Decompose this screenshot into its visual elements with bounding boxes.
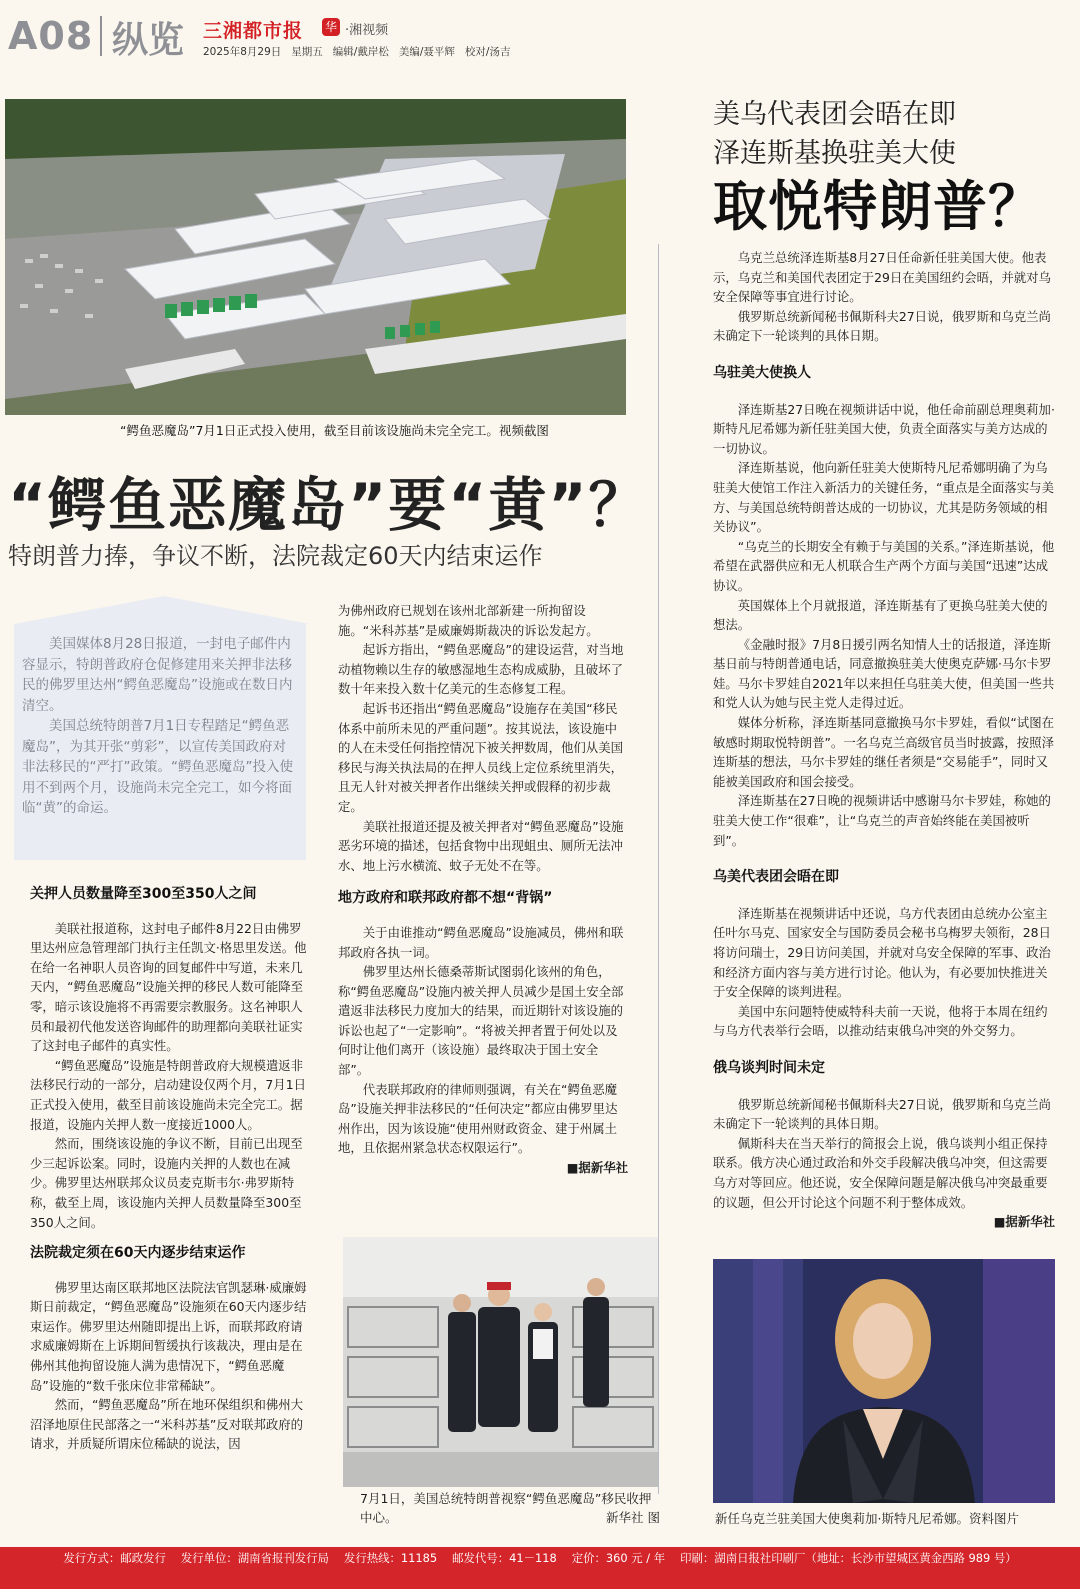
body-paragraph: 俄罗斯总统新闻秘书佩斯科夫27日说，俄罗斯和乌克兰尚未确定下一轮谈判的具体日期。	[713, 308, 1051, 344]
body-paragraph: 媒体分析称，泽连斯基同意撤换马尔卡罗娃，看似“试图在敏感时期取悦特朗普”。一名乌克兰高级官员当时披露，按照泽连斯基的想法，马尔卡罗娃的继任者须是“交易能手”，同时又能被美国政府和国会接受。	[713, 715, 1054, 789]
lead-paragraph: 美国总统特朗普7月1日专程踏足“鳄鱼恶魔岛”，为其开张“剪彩”，以宣传美国政府对非法移民的“严打”政策。“鳄鱼恶魔岛”投入使用不到两个月，设施尚未完全完工，如今将面临“黄”的命运。	[22, 718, 293, 816]
section-heading: 地方政府和联邦政府都不想“背锅”	[338, 890, 553, 907]
masthead-divider	[100, 16, 102, 56]
footer-bar: 发行方式：邮政发行 发行单位：湖南省报刊发行局 发行热线：11185 邮发代号：41－118 定价：360 元 / 年 印刷：湖南日报社印刷厂（地址：长沙市望城区黄金西路 989 号）	[0, 1547, 1080, 1589]
body-paragraph: 美联社报道还提及被关押者对“鳄鱼恶魔岛”设施恶劣环境的描述，包括食物中出现蛆虫、厕所无法冲水、地上污水横流、蚊子无处不在等。	[338, 818, 624, 873]
source-credit: ■据新华社	[993, 1214, 1055, 1230]
masthead-meta	[203, 44, 510, 59]
page-number: A08	[8, 14, 94, 58]
body-paragraph: 俄罗斯总统新闻秘书佩斯科夫27日说，俄罗斯和乌克兰尚未确定下一轮谈判的具体日期。	[713, 1096, 1051, 1132]
body-paragraph: 乌克兰总统泽连斯基8月27日任命新任驻美国大使。他表示，乌克兰和美国代表团定于29日在美国纽约会晤，并就对乌安全保障等事宜进行讨论。	[713, 250, 1051, 305]
newspaper-brand: 三湘都市报	[203, 20, 304, 42]
sub-headline: 特朗普力捧，争议不断，法院裁定60天内结束运作	[8, 542, 543, 570]
section-heading: 乌美代表团会晤在即	[713, 869, 839, 886]
designer-credit: 美编/聂平辉	[398, 46, 455, 58]
body-paragraph: 泽连斯基在视频讲话中还说，乌方代表团由总统办公室主任叶尔马克、国家安全与国防委员会秘书乌梅罗夫领衔，28日将访问瑞士，29日访问美国，并就对乌安全保障的军事、政治和经济方面内容与美方进行讨论。他认为，有必要加快推进关于安全保障的谈判进程。	[713, 905, 1051, 1000]
body-paragraph: 为佛州政府已规划在该州北部新建一所拘留设施。“米科苏基”是威廉姆斯裁决的诉讼发起方。	[338, 603, 599, 638]
ambassador-portrait-photo	[713, 1259, 1055, 1503]
body-paragraph: 《金融时报》7月8日援引两名知情人士的话报道，泽连斯基日前与特朗普通电话，同意撤换驻美大使奥克萨娜·马尔卡罗娃。马尔卡罗娃自2021年以来担任乌驻美大使，但美国一些共和党人认为她与民主党人走得过近。	[713, 636, 1055, 711]
facility-aerial-photo	[5, 99, 626, 415]
main-headline: “鳄鱼恶魔岛”要“黄”？	[8, 471, 649, 539]
section-heading: 俄乌谈判时间未定	[713, 1059, 825, 1076]
brand-logo-icon: 华	[322, 18, 340, 36]
body-paragraph: 泽连斯基说，他向新任驻美大使斯特凡尼希娜明确了为乌驻美大使馆工作注入新活力的关键任务，“重点是全面落实与美方、与美国总统特朗普达成的一切协议，尤其是防务领域的相关协议”。	[713, 460, 1054, 535]
section-heading: 关押人员数量降至300至350人之间	[30, 886, 257, 902]
section-heading: 法院裁定须在60天内逐步结束运作	[30, 1245, 246, 1262]
body-paragraph: 泽连斯基27日晚在视频讲话中说，他任命前副总理奥莉加·斯特凡尼希娜为新任驻美国大使，负责全面落实与美方达成的一切协议。	[713, 401, 1055, 456]
body-paragraph: 起诉方指出，“鳄鱼恶魔岛”的建设运营，对当地动植物赖以生存的敏感湿地生态构成威胁，且破坏了数十年来投入数十亿美元的生态修复工程。	[338, 642, 624, 697]
editor-credit: 编辑/戴岸松	[332, 46, 389, 58]
lead-text	[22, 634, 298, 819]
photo-caption: 新任乌克兰驻美国大使奥莉加·斯特凡尼希娜。资料图片	[715, 1511, 1019, 1526]
section-heading: 乌驻美大使换人	[713, 364, 811, 381]
photo-caption: “鳄鱼恶魔岛”7月1日正式投入使用，截至目前该设施尚未完全完工。视频截图	[120, 423, 549, 438]
brand-subtitle: ·湘视频	[345, 23, 389, 38]
issue-date: 2025年8月29日	[203, 46, 282, 58]
article-column-right	[713, 248, 1055, 1232]
body-paragraph: 英国媒体上个月就报道，泽连斯基有了更换乌驻美大使的想法。	[713, 597, 1048, 633]
body-paragraph: 美国中东问题特使威特科夫前一天说，他将于本周在纽约与乌方代表举行会晤，以推动结束俄乌冲突的外交努力。	[713, 1003, 1048, 1039]
lead-box-arrow	[14, 596, 310, 624]
body-paragraph: “乌克兰的长期安全有赖于与美国的关系。”泽连斯基说，他希望在武器供应和无人机联合生产两个方面与美国“迅速”达成协议。	[713, 538, 1055, 593]
body-paragraph: 佛罗里达南区联邦地区法院法官凯瑟琳·威廉姆斯日前裁定，“鳄鱼恶魔岛”设施须在60天内逐步结束运作。佛罗里达州随即提出上诉，而联邦政府请求威廉姆斯在上诉期间暂缓执行该裁决，理由是在佛州其他拘留设施人满为患情况下，“鳄鱼恶魔岛”设施的“数千张床位非常稀缺”。	[30, 1279, 307, 1393]
photo-caption-text: 7月1日，美国总统特朗普视察“鳄鱼恶魔岛”移民收押中心。	[360, 1491, 652, 1525]
source-credit: ■据新华社	[566, 1160, 628, 1176]
body-paragraph: 泽连斯基在27日晚的视频讲话中感谢马尔卡罗娃，称她的驻美大使工作“很难”，让“乌克兰的声音始终能在美国被听到”。	[713, 793, 1051, 848]
photo-credit: 新华社 图	[606, 1510, 660, 1525]
right-headline-line2: 泽连斯基换驻美大使	[713, 138, 956, 169]
body-paragraph: 美联社报道称，这封电子邮件8月22日由佛罗里达州应急管理部门执行主任凯文·格思里发送。他在给一名神职人员咨询的回复邮件中写道，未来几天内，“鳄鱼恶魔岛”设施关押的移民人数可能降至零，暗示该设施将不再需要宗教服务。这名神职人员和最初代他发送咨询邮件的助理都向美联社证实了这封电子邮件的真实性。	[30, 920, 307, 1054]
body-paragraph: 佛罗里达州长德桑蒂斯试图弱化该州的角色，称“鳄鱼恶魔岛”设施内被关押人员减少是国土安全部遣返非法移民力度加大的结果，而近期针对该设施的诉讼也起了“一定影响”。“将被关押者置于何处以及何时让他们离开（该设施）最终取决于国土安全部”。	[338, 964, 624, 1078]
body-paragraph: 然而，“鳄鱼恶魔岛”所在地环保组织和佛州大沼泽地原住民部落之一“米科苏基”反对联邦政府的请求，并质疑所谓床位稀缺的说法，因	[30, 1397, 304, 1452]
body-paragraph: 关于由谁推动“鳄鱼恶魔岛”设施减员，佛州和联邦政府各执一词。	[338, 924, 624, 960]
column-divider	[658, 244, 659, 1494]
body-paragraph: “鳄鱼恶魔岛”设施是特朗普政府大规模遣返非法移民行动的一部分，启动建设仅两个月，7月1日正式投入使用，截至目前该设施尚未完全完工。据报道，设施内关押人数一度接近1000人。	[30, 1057, 306, 1132]
lead-paragraph: 美国媒体8月28日报道，一封电子邮件内容显示，特朗普政府仓促修建用来关押非法移民的佛罗里达州“鳄鱼恶魔岛”设施或在数日内清空。	[22, 636, 293, 714]
proofreader-credit: 校对/汤吉	[464, 46, 511, 58]
trump-visit-photo	[343, 1237, 658, 1487]
photo-caption	[360, 1489, 660, 1527]
body-paragraph: 然而，围绕该设施的争议不断，目前已出现至少三起诉讼案。同时，设施内关押的人数也在减少。佛罗里达州联邦众议员麦克斯韦尔·弗罗斯特称，截至上周，该设施内关押人员数量降至300至350人之间。	[30, 1136, 303, 1230]
issue-weekday: 星期五	[291, 46, 323, 58]
body-paragraph: 起诉书还指出“鳄鱼恶魔岛”设施存在美国“移民体系中前所未见的严重问题”。按其说法，该设施中的人在未受任何指控情况下被关押数周，他们从美国移民与海关执法局的在押人员线上定位系统里消失，且无人针对被关押者作出继续关押或假释的初步裁定。	[338, 700, 623, 814]
article-column-b	[338, 601, 628, 1178]
body-paragraph: 佩斯科夫在当天举行的简报会上说，俄乌谈判小组正保持联系。俄方决心通过政治和外交手段解决俄乌冲突，但这需要乌方对等回应。他还说，安全保障问题是解决俄乌冲突最重要的议题，但公开讨论这个问题不利于整体成效。	[713, 1135, 1048, 1210]
article-column-a	[30, 885, 313, 1454]
body-paragraph: 代表联邦政府的律师则强调，有关在“鳄鱼恶魔岛”设施关押非法移民的“任何决定”都应由佛罗里达州作出，因为该设施“使用州财政资金、建于州属土地，且依据州紧急状态权限运行”。	[338, 1081, 618, 1156]
section-name: 纵览	[112, 20, 185, 61]
right-headline-line1: 美乌代表团会晤在即	[713, 99, 956, 130]
right-main-headline: 取悦特朗普？	[713, 175, 1043, 238]
